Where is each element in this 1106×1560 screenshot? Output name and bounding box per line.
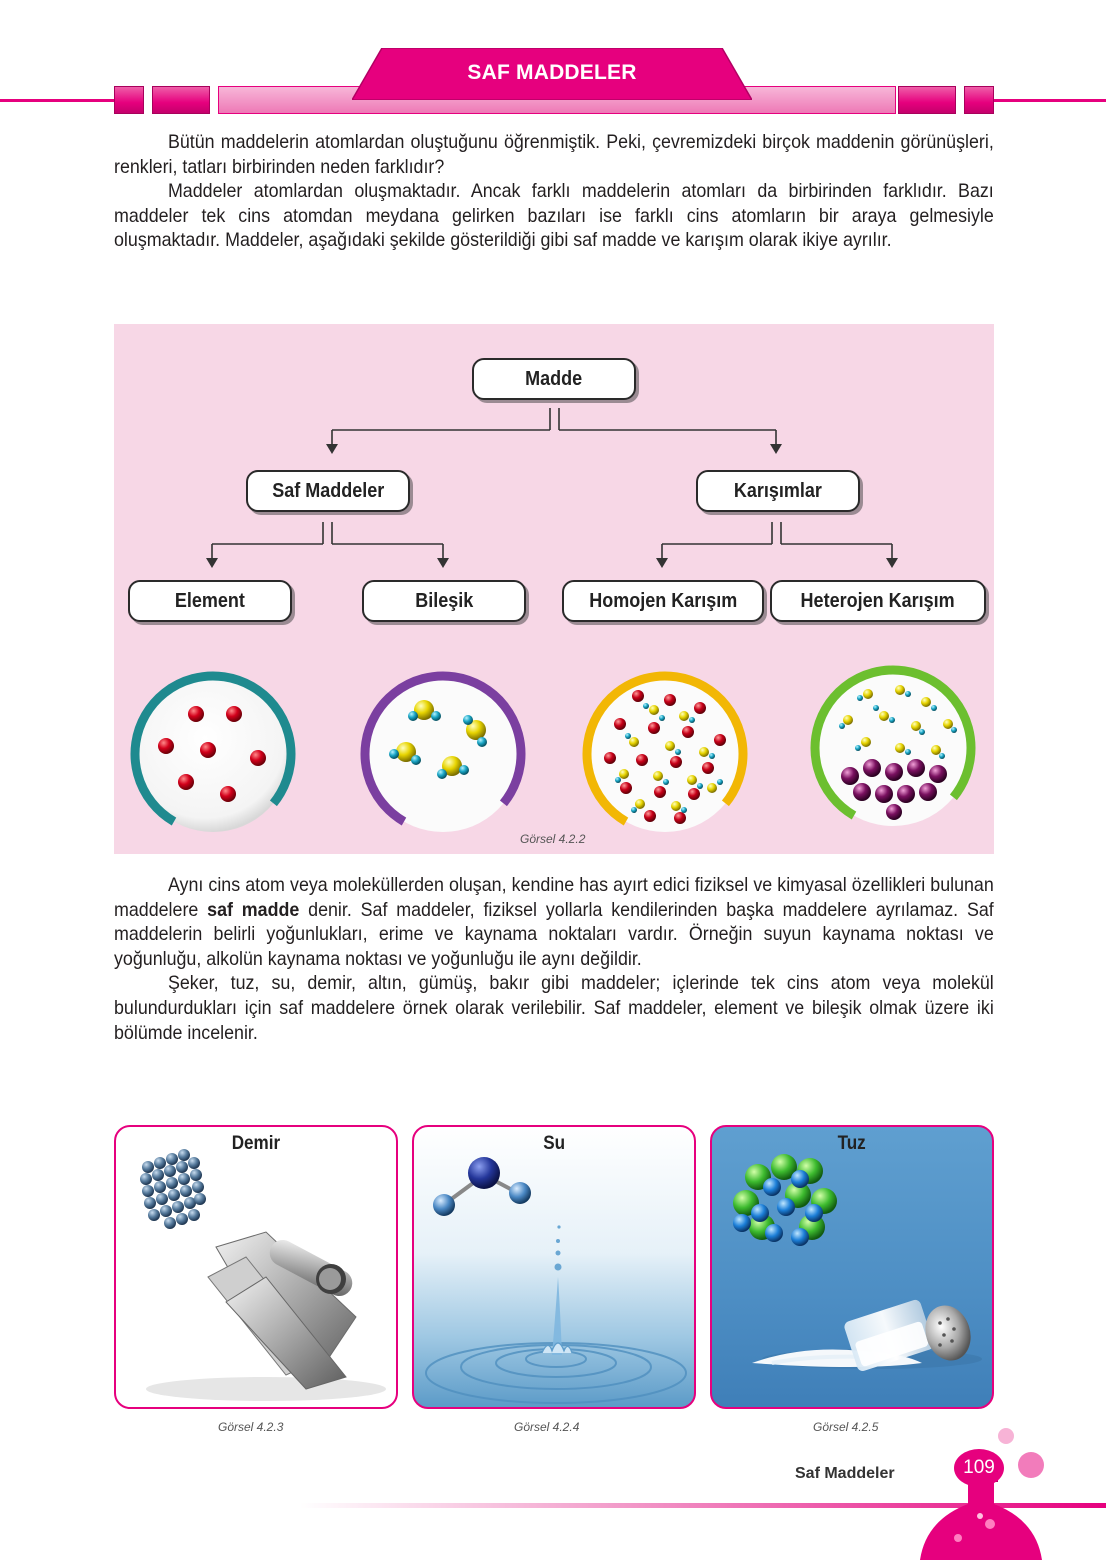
node-karisimlar: Karışımlar <box>696 470 860 512</box>
definition-text-start: Aynı cins atom veya moleküllerden oluşan, kendine has ayırt edici fiziksel ve kimyasal özellikleri bulunan maddelere <box>114 875 994 921</box>
header-bar-5 <box>964 86 994 114</box>
panel-su-title: Su <box>543 1133 565 1154</box>
body-paragraph-2: Şeker, tuz, su, demir, altın, gümüş, bakır gibi maddeler; içlerinde tek cins atom veya molekül bulundurdukları için saf maddelere örnek olarak verilebilir. Saf maddeler, element ve bileşik olmak üzere iki bölümde incelenir. <box>114 973 994 1044</box>
node-homojen-karisim: Homojen Karışım <box>562 580 764 622</box>
panel-demir <box>114 1125 398 1409</box>
page-number: 109 <box>954 1449 1004 1487</box>
definition-text-end: denir. Saf maddeler, fiziksel yollarla kendilerinden başka maddelere ayrılamaz. Saf maddelerin belirli yoğunlukları, erime ve kaynama noktaları vardır. Örneğin suyun kaynama noktası ve yoğunluğu, alkolün kaynama noktası ve yoğunluğu ile aynı değildir. <box>114 899 994 970</box>
header-bar-4 <box>898 86 956 114</box>
node-saf-maddeler: Saf Maddeler <box>246 470 410 512</box>
element-particles-icon <box>128 670 298 835</box>
panel-tuz <box>710 1125 994 1409</box>
water-drop-illustration <box>414 1127 694 1407</box>
homogeneous-mixture-icon <box>580 670 750 835</box>
compound-particles-icon <box>358 670 528 835</box>
heterogeneous-mixture-icon <box>808 664 978 829</box>
classification-diagram <box>114 324 994 854</box>
diagram-caption: Görsel 4.2.2 <box>520 832 586 846</box>
header-bar-2 <box>152 86 210 114</box>
header-line-right <box>990 99 1106 102</box>
decor-dot-1 <box>998 1428 1014 1444</box>
caption-tuz: Görsel 4.2.5 <box>813 1420 879 1434</box>
panel-demir-title: Demir <box>231 1133 281 1154</box>
decor-dot-2 <box>1018 1452 1044 1478</box>
node-bilesik: Bileşik <box>362 580 526 622</box>
intro-text <box>114 131 994 254</box>
body-paragraph-1 <box>114 874 994 972</box>
panel-tuz-title: Tuz <box>837 1133 867 1154</box>
salt-shaker-illustration <box>712 1127 992 1407</box>
flask-icon <box>918 1476 1044 1560</box>
caption-demir: Görsel 4.2.3 <box>218 1420 284 1434</box>
caption-su: Görsel 4.2.4 <box>514 1420 580 1434</box>
node-element: Element <box>128 580 292 622</box>
intro-paragraph-1: Bütün maddelerin atomlardan oluştuğunu öğrenmiştik. Peki, çevremizdeki birçok maddenin görünüşleri, renkleri, tatları birbirinden neden farklıdır? <box>114 132 994 178</box>
definition-term: saf madde <box>207 899 300 921</box>
node-heterojen-karisim: Heterojen Karışım <box>770 580 986 622</box>
body-text <box>114 874 994 1046</box>
page-title: SAF MADDELER <box>467 61 637 84</box>
intro-paragraph-2: Maddeler atomlardan oluşmaktadır. Ancak farklı maddelerin atomları da birbirinden farklıdır. Bazı maddeler tek cins atomdan meydana gelirken bazıları ise farklı cins atomların bir araya gelmesiyle oluşmaktadır. Maddeler, aşağıdaki şekilde gösterildiği gibi saf madde ve karışım olarak ikiye ayrılır. <box>114 181 994 252</box>
header-line-left <box>0 99 120 102</box>
footer-section-title: Saf Maddeler <box>795 1465 895 1482</box>
node-madde: Madde <box>472 358 636 400</box>
panel-su <box>412 1125 696 1409</box>
header-bar-1 <box>114 86 144 114</box>
iron-bars-illustration <box>116 1127 396 1407</box>
header-title-banner <box>352 48 752 100</box>
